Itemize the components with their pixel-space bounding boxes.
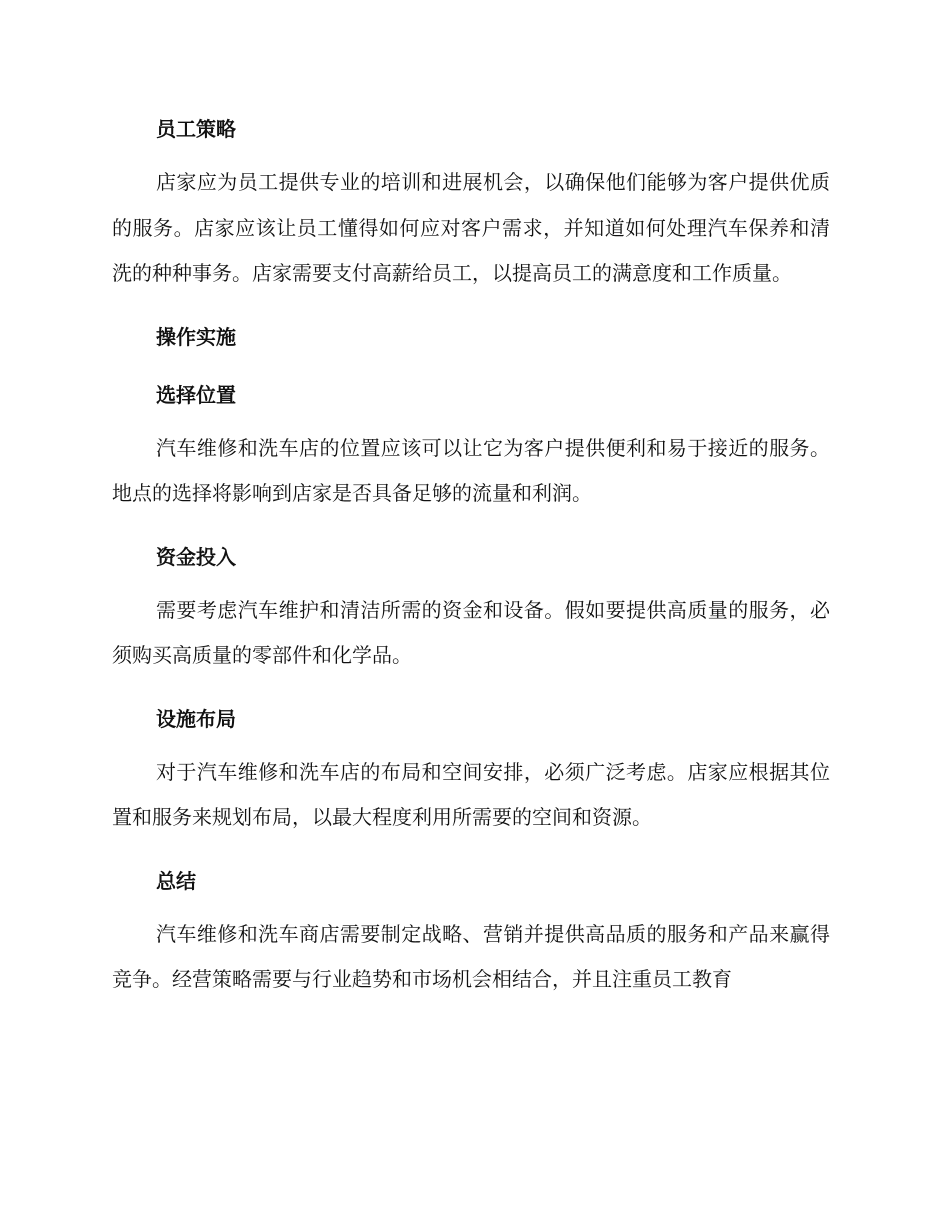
section-heading-location: 选择位置 xyxy=(156,382,236,407)
document-page xyxy=(112,111,830,1003)
section-paragraph-location: 汽车维修和洗车店的位置应该可以让它为客户提供便利和易于接近的服务。地点的选择将影响到店家是否具备足够的流量和利润。 xyxy=(112,435,830,505)
section-heading-capital: 资金投入 xyxy=(156,544,236,569)
section-heading-layout: 设施布局 xyxy=(156,706,236,731)
section-paragraph-staff-strategy: 店家应为员工提供专业的培训和进展机会，以确保他们能够为客户提供优质的服务。店家应该让员工懂得如何应对客户需求，并知道如何处理汽车保养和清洗的种种事务。店家需要支付高薪给员工，以提高员工的满意度和工作质量。 xyxy=(112,170,830,285)
section-heading-staff-strategy: 员工策略 xyxy=(156,117,236,141)
section-paragraph-capital: 需要考虑汽车维护和清洁所需的资金和设备。假如要提供高质量的服务，必须购买高质量的零部件和化学品。 xyxy=(112,597,830,667)
section-paragraph-summary: 汽车维修和洗车商店需要制定战略、营销并提供高品质的服务和产品来赢得竞争。经营策略需要与行业趋势和市场机会相结合，并且注重员工教育 xyxy=(112,921,830,991)
section-heading-operation: 操作实施 xyxy=(156,324,236,349)
section-heading-summary: 总结 xyxy=(156,868,196,893)
section-paragraph-layout: 对于汽车维修和洗车店的布局和空间安排，必须广泛考虑。店家应根据其位置和服务来规划布局，以最大程度利用所需要的空间和资源。 xyxy=(112,759,830,829)
